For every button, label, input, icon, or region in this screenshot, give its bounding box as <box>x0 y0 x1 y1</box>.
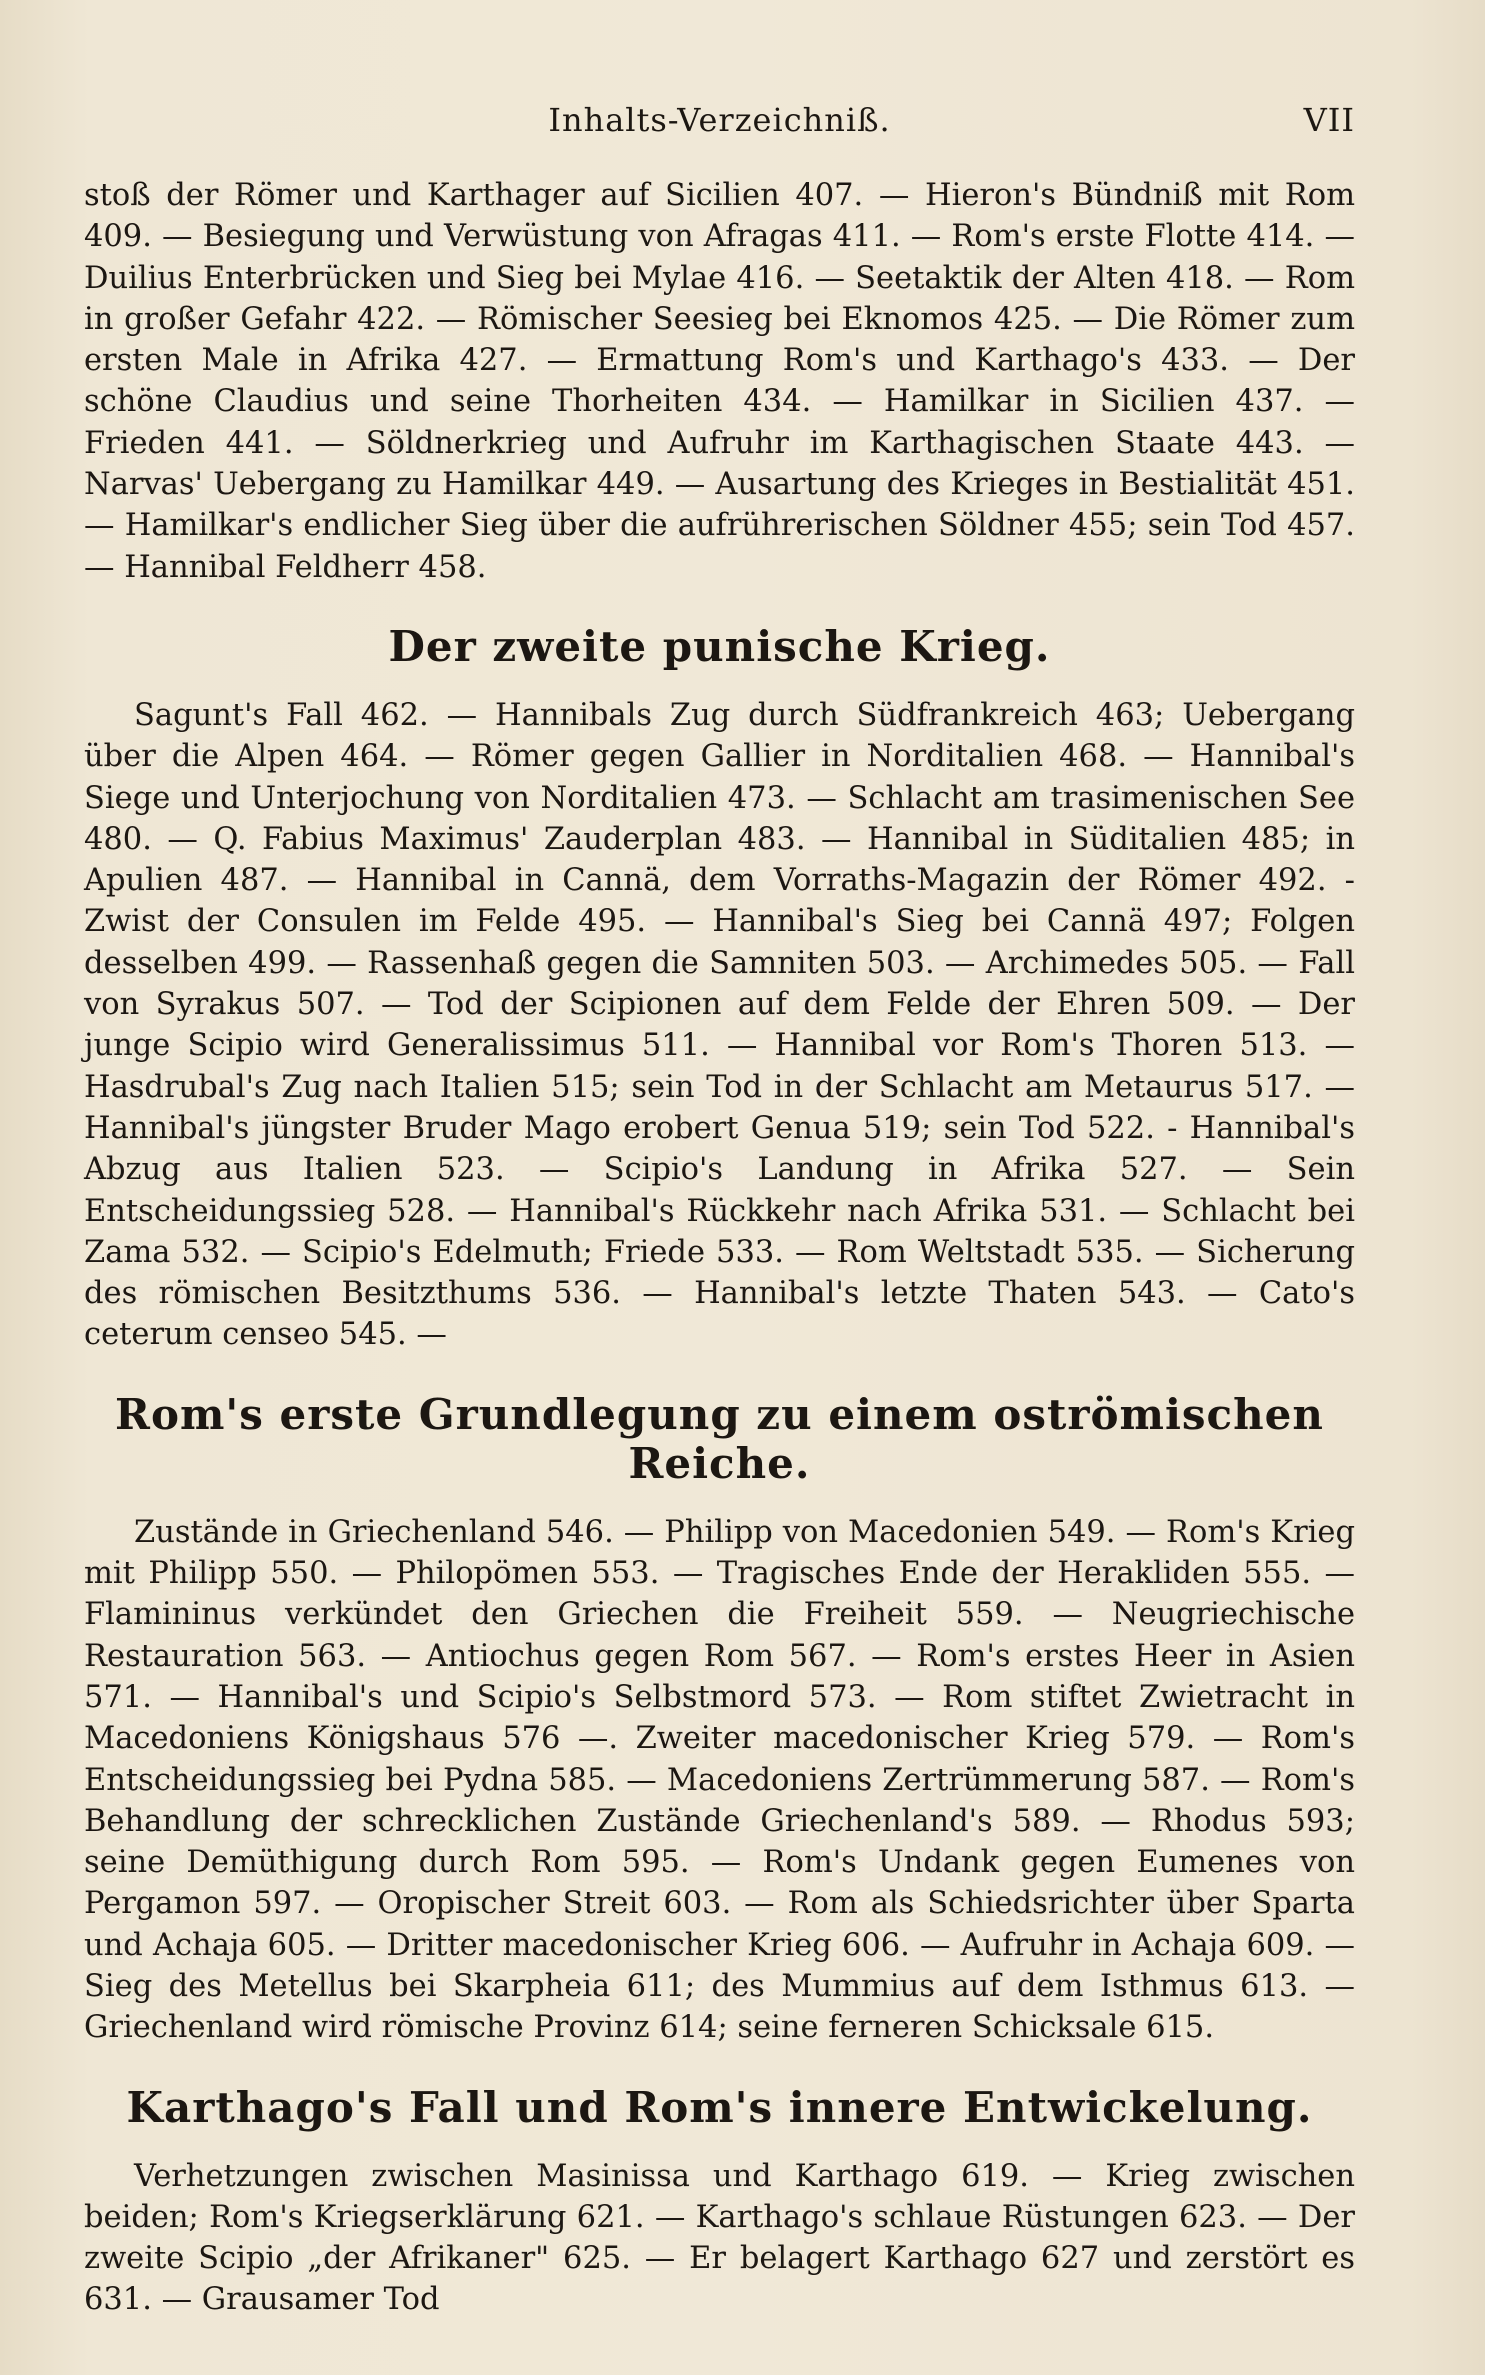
section-3-body: Verhetzungen zwischen Masinissa und Karthago 619. — Krieg zwischen beiden; Rom's Kriegserklärung 621. — Karthago's schlaue Rüstungen 623. — Der zweite Scipio „der Afrikaner" 625. — Er belagert Karthago 627 und zerstört es 631. — Grausamer Tod <box>84 2158 1355 2318</box>
running-head <box>84 95 1355 155</box>
section-0-body: stoß der Römer und Karthager auf Sicilien 407. — Hieron's Bündniß mit Rom 409. — Besiegung und Verwüstung von Afragas 411. — Rom's erste Flotte 414. — Duilius Enterbrücken und Sieg bei Mylae 416. — Seetaktik der Alten 418. — Rom in großer Gefahr 422. — Römischer Seesieg bei Eknomos 425. — Die Römer zum ersten Male in Afrika 427. — Ermattung Rom's und Karthago's 433. — Der schöne Claudius und seine Thorheiten 434. — Hamilkar in Sicilien 437. — Frieden 441. — Söldnerkrieg und Aufruhr im Karthagischen Staate 443. — Narvas' Uebergang zu Hamilkar 449. — Ausartung des Krieges in Bestialität 451. — Hamilkar's endlicher Sieg über die aufrührerischen Söldner 455; sein Tod 457. — Hannibal Feldherr 458. <box>84 178 1355 585</box>
section-3-heading: Karthago's Fall und Rom's innere Entwickelung. <box>126 2082 1313 2132</box>
section-1-heading: Der zweite punische Krieg. <box>388 621 1051 671</box>
section-1-body: Sagunt's Fall 462. — Hannibals Zug durch Südfrankreich 463; Uebergang über die Alpen 464. — Römer gegen Gallier in Norditalien 468. — Hannibal's Siege und Unterjochung von Norditalien 473. — Schlacht am trasimenischen See 480. — Q. Fabius Maximus' Zauderplan 483. — Hannibal in Süditalien 485; in Apulien 487. — Hannibal in Cannä, dem Vorraths-Magazin der Römer 492. - Zwist der Consulen im Felde 495. — Hannibal's Sieg bei Cannä 497; Folgen desselben 499. — Rassenhaß gegen die Samniten 503. — Archimedes 505. — Fall von Syrakus 507. — Tod der Scipionen auf dem Felde der Ehren 509. — Der junge Scipio wird Generalissimus 511. — Hannibal vor Rom's Thoren 513. — Hasdrubal's Zug nach Italien 515; sein Tod in der Schlacht am Metaurus 517. — Hannibal's jüngster Bruder Mago erobert Genua 519; sein Tod 522. - Hannibal's Abzug aus Italien 523. — Scipio's Landung in Afrika 527. — Sein Entscheidungssieg 528. — Hannibal's Rückkehr nach Afrika 531. — Schlacht bei Zama 532. — Scipio's Edelmuth; Friede 533. — Rom Weltstadt 535. — Sicherung des römischen Besitzthums 536. — Hannibal's letzte Thaten 543. — Cato's ceterum censeo 545. — <box>84 697 1355 1353</box>
section-2-heading: Rom's erste Grundlegung zu einem oströmischen Reiche. <box>115 1389 1324 1488</box>
section-2-body: Zustände in Griechenland 546. — Philipp von Macedonien 549. — Rom's Krieg mit Philipp 550. — Philopömen 553. — Tragisches Ende der Herakliden 555. — Flamininus verkündet den Griechen die Freiheit 559. — Neugriechische Restauration 563. — Antiochus gegen Rom 567. — Rom's erstes Heer in Asien 571. — Hannibal's und Scipio's Selbstmord 573. — Rom stiftet Zwietracht in Macedoniens Königshaus 576 —. Zweiter macedonischer Krieg 579. — Rom's Entscheidungssieg bei Pydna 585. — Macedoniens Zertrümmerung 587. — Rom's Behandlung der schrecklichen Zustände Griechenland's 589. — Rhodus 593; seine Demüthigung durch Rom 595. — Rom's Undank gegen Eumenes von Pergamon 597. — Oropischer Streit 603. — Rom als Schiedsrichter über Sparta und Achaja 605. — Dritter macedonischer Krieg 606. — Aufruhr in Achaja 609. — Sieg des Metellus bei Skarpheia 611; des Mummius auf dem Isthmus 613. — Griechenland wird römische Provinz 614; seine ferneren Schicksale 615. <box>84 1514 1355 2046</box>
running-title: Inhalts-Verzeichniß. <box>548 101 891 139</box>
page-number: VII <box>1303 101 1355 139</box>
